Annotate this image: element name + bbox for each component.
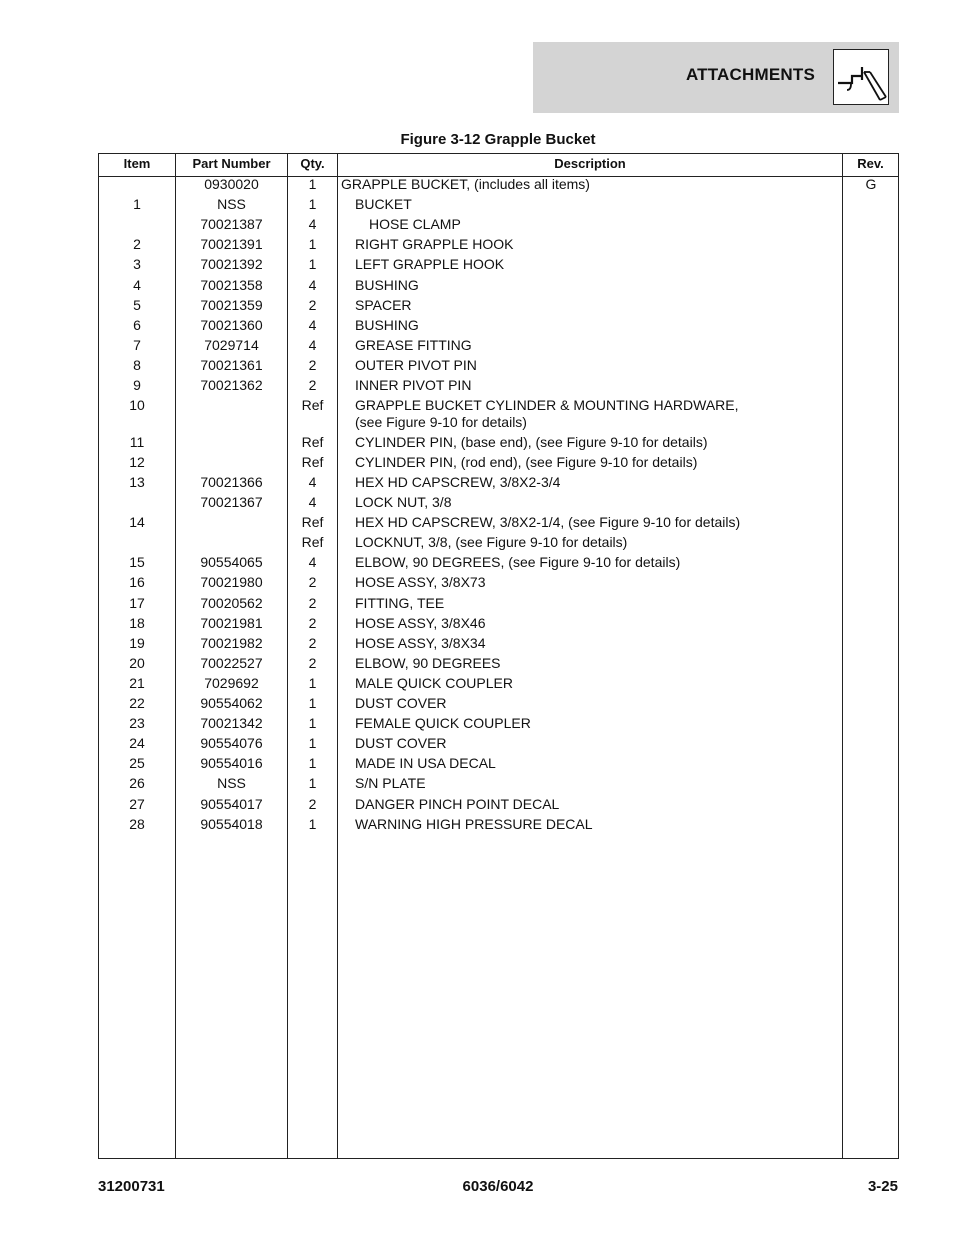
part-number-cell: 90554016 [200,755,263,772]
description-cell [341,176,831,193]
description-cell [341,655,845,672]
description-cell [341,494,845,511]
qty-cell: Ref [301,433,324,450]
description-cell [341,816,845,833]
column-header-part-number: Part Number [192,156,271,171]
description-text: SPACER [355,296,412,313]
description-cell [341,397,845,431]
description-cell [341,675,845,692]
qty-cell: 1 [308,775,317,792]
qty-cell: 1 [308,815,317,832]
qty-cell: 2 [308,356,317,373]
qty-cell: 1 [308,196,317,213]
description-text: MALE QUICK COUPLER [355,674,513,691]
part-number-cell: 90554062 [200,695,263,711]
item-cell: 13 [129,473,145,490]
item-cell: 22 [129,695,145,711]
part-number-cell: 70021387 [200,216,263,233]
description-cell [341,454,845,471]
description-cell [341,236,845,253]
item-cell: 16 [129,574,145,591]
item-cell: 23 [129,715,145,732]
description-cell [341,357,845,374]
description-text: ELBOW, 90 DEGREES [355,654,501,671]
part-number-cell: 7029714 [204,336,259,353]
part-number-cell: 70020562 [200,594,263,611]
qty-cell: 1 [308,256,317,273]
description-text: FEMALE QUICK COUPLER [355,715,531,732]
description-cell [341,216,859,233]
description-text: BUSHING [355,276,419,293]
qty-cell: 4 [308,494,317,510]
description-cell [341,256,845,273]
item-cell: 15 [129,554,145,571]
description-continuation: (see Figure 9-10 for details) [355,414,527,431]
grapple-attachment-icon [833,49,889,105]
item-cell: 9 [133,377,141,393]
part-number-cell: 70021366 [200,473,263,490]
description-text: GRAPPLE BUCKET, (includes all items) [341,176,590,192]
qty-cell: 2 [308,574,317,591]
part-number-cell: 70021342 [200,715,263,732]
qty-cell: 2 [308,594,317,611]
description-cell [341,554,845,571]
item-cell: 24 [129,735,145,752]
description-text: S/N PLATE [355,775,426,792]
item-cell: 5 [133,296,141,313]
description-text: ELBOW, 90 DEGREES, (see Figure 9-10 for details) [355,554,681,571]
qty-cell: 1 [308,755,317,772]
description-text: FITTING, TEE [355,594,445,611]
item-cell: 21 [129,674,145,691]
description-cell [341,775,845,792]
part-number-cell: 90554018 [200,815,263,832]
item-cell: 8 [133,356,141,373]
description-text: BUCKET [355,196,412,213]
description-cell [341,595,845,612]
description-text: HEX HD CAPSCREW, 3/8X2-3/4 [355,473,561,490]
part-number-cell: 70021391 [200,236,263,253]
description-cell [341,297,845,314]
description-cell [341,277,845,294]
part-number-cell: 70021392 [200,256,263,273]
item-cell: 17 [129,594,145,611]
item-cell: 27 [129,795,145,812]
description-text: GRAPPLE BUCKET CYLINDER & MOUNTING HARDWARE, [355,397,739,414]
item-cell: 4 [133,276,141,293]
item-cell: 26 [129,775,145,792]
item-cell: 10 [129,397,145,414]
description-text: HOSE CLAMP [369,216,461,233]
description-cell [341,735,845,752]
column-header-qty: Qty. [300,156,325,171]
qty-cell: 4 [308,554,317,571]
part-number-cell: 70021981 [200,614,263,631]
qty-cell: 4 [308,276,317,293]
qty-cell: 2 [308,614,317,631]
column-divider [337,154,338,1158]
item-cell: 11 [129,433,145,450]
description-text: LEFT GRAPPLE HOOK [355,256,505,273]
item-cell: 14 [129,514,145,531]
page-number: 3-25 [867,1178,898,1195]
description-text: DUST COVER [355,695,447,711]
description-cell [341,615,845,632]
description-text: HOSE ASSY, 3/8X46 [355,614,486,631]
qty-cell: 1 [308,236,317,253]
item-cell: 7 [133,336,141,353]
section-title: ATTACHMENTS [685,65,815,84]
description-text: DUST COVER [355,735,447,752]
item-cell: 25 [129,755,145,772]
description-cell [341,755,845,772]
qty-cell: 1 [308,176,317,192]
qty-cell: 1 [308,735,317,752]
description-text: WARNING HIGH PRESSURE DECAL [355,815,593,832]
rev-cell: G [865,176,877,192]
description-cell [341,796,845,813]
qty-cell: Ref [301,397,324,414]
qty-cell: 4 [308,336,317,353]
part-number-cell: 90554065 [200,554,263,571]
figure-title: Figure 3-12 Grapple Bucket [400,131,596,148]
description-cell [341,574,845,591]
column-header-rev: Rev. [857,156,884,171]
part-number-cell: 90554017 [200,795,263,812]
part-number-cell: 70021367 [200,494,263,510]
description-text: CYLINDER PIN, (rod end), (see Figure 9-10 for details) [355,453,698,470]
item-cell: 1 [133,196,141,213]
qty-cell: 1 [308,715,317,732]
qty-cell: 4 [308,216,317,233]
part-number-cell: 0930020 [204,176,259,192]
description-text: HOSE ASSY, 3/8X34 [355,634,486,651]
description-cell [341,715,845,732]
qty-cell: Ref [301,534,324,551]
part-number-cell: 7029692 [204,674,259,691]
description-text: LOCK NUT, 3/8 [355,494,452,510]
qty-cell: 2 [308,634,317,651]
description-text: HEX HD CAPSCREW, 3/8X2-1/4, (see Figure 9-10 for details) [355,514,741,531]
part-number-cell: 70021361 [200,356,263,373]
description-cell [341,695,845,712]
description-text: INNER PIVOT PIN [355,377,472,393]
description-text: BUSHING [355,316,419,333]
item-cell: 28 [129,815,145,832]
qty-cell: Ref [301,514,324,531]
section-header [533,42,899,113]
qty-cell: 1 [308,674,317,691]
description-text: LOCKNUT, 3/8, (see Figure 9-10 for details) [355,534,628,551]
item-cell: 20 [129,654,145,671]
qty-cell: 4 [308,316,317,333]
item-cell: 2 [133,236,141,253]
description-cell [341,434,845,451]
part-number-cell: 70021982 [200,634,263,651]
part-number-cell: 70021360 [200,316,263,333]
qty-cell: 2 [308,795,317,812]
description-cell [341,317,845,334]
part-number-cell: 70021980 [200,574,263,591]
description-text: MADE IN USA DECAL [355,755,496,772]
item-cell: 3 [133,256,141,273]
description-text: RIGHT GRAPPLE HOOK [355,236,514,253]
description-cell [341,534,845,551]
item-cell: 19 [129,634,145,651]
description-cell [341,514,845,531]
column-header-item: Item [123,156,151,171]
description-text: CYLINDER PIN, (base end), (see Figure 9-10 for details) [355,433,708,450]
description-cell [341,377,845,394]
part-number-cell: 90554076 [200,735,263,752]
qty-cell: 2 [308,296,317,313]
item-cell: 6 [133,316,141,333]
part-number-cell: 70021362 [200,377,263,393]
part-number-cell: 70022527 [200,654,263,671]
description-cell [341,474,845,491]
part-number-cell: 70021359 [200,296,263,313]
item-cell: 12 [129,453,145,470]
description-cell [341,196,845,213]
model-number: 6036/6042 [462,1178,534,1195]
description-text: GREASE FITTING [355,336,472,353]
qty-cell: 2 [308,377,317,393]
part-number-cell: 70021358 [200,276,263,293]
qty-cell: 1 [308,695,317,711]
qty-cell: 4 [308,473,317,490]
description-cell [341,337,845,354]
column-header-description: Description [554,156,626,171]
description-cell [341,635,845,652]
description-text: HOSE ASSY, 3/8X73 [355,574,486,591]
part-number-cell: NSS [217,775,246,792]
document-number: 31200731 [98,1178,165,1195]
item-cell: 18 [129,614,145,631]
part-number-cell: NSS [217,196,246,213]
description-text: OUTER PIVOT PIN [355,356,477,373]
description-text: DANGER PINCH POINT DECAL [355,795,560,812]
qty-cell: Ref [301,453,324,470]
qty-cell: 2 [308,654,317,671]
